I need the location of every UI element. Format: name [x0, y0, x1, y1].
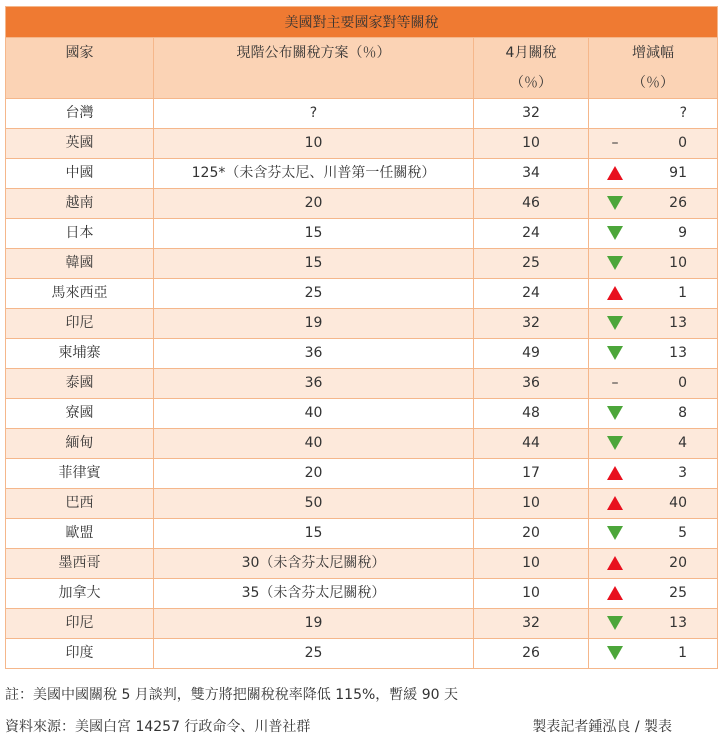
- current-tariff-cell: 40: [154, 429, 474, 459]
- header-change-unit: （％）: [632, 75, 674, 91]
- change-cell: [589, 429, 718, 459]
- change-cell: [589, 249, 718, 279]
- change-cell: [589, 609, 718, 639]
- change-cell: [589, 159, 718, 189]
- change-cell: [589, 279, 718, 309]
- country-cell: 日本: [6, 219, 154, 249]
- april-tariff-cell: 48: [474, 399, 589, 429]
- table-row: [6, 609, 718, 639]
- change-cell: [589, 369, 718, 399]
- current-tariff-cell: 30（未含芬太尼關稅）: [154, 549, 474, 579]
- tariff-table: [5, 6, 718, 669]
- change-value: 5: [678, 525, 687, 541]
- change-cell: [589, 129, 718, 159]
- table-row: [6, 249, 718, 279]
- current-tariff-cell: 15: [154, 249, 474, 279]
- decrease-triangle-icon: [607, 346, 623, 360]
- change-cell: [589, 519, 718, 549]
- current-tariff-cell: ?: [154, 99, 474, 129]
- header-country: [6, 38, 154, 99]
- change-value: 0: [678, 135, 687, 151]
- increase-triangle-icon: [607, 166, 623, 180]
- country-cell: 寮國: [6, 399, 154, 429]
- source-credit: 資料來源：美國白宮 14257 行政命令、川普社群: [5, 719, 311, 735]
- table-row: [6, 429, 718, 459]
- change-cell: [589, 339, 718, 369]
- country-cell: 菲律賓: [6, 459, 154, 489]
- april-tariff-cell: 34: [474, 159, 589, 189]
- no-change-dash: –: [611, 135, 619, 151]
- april-tariff-cell: 17: [474, 459, 589, 489]
- table-row: [6, 399, 718, 429]
- increase-triangle-icon: [607, 586, 623, 600]
- header-current: [154, 38, 474, 99]
- april-tariff-cell: 20: [474, 519, 589, 549]
- header-country-label: 國家: [65, 45, 94, 61]
- current-tariff-cell: 25: [154, 639, 474, 669]
- change-value: 13: [669, 615, 687, 631]
- increase-triangle-icon: [607, 556, 623, 570]
- tariff-table-wrapper: [5, 6, 717, 669]
- table-row: [6, 189, 718, 219]
- april-tariff-cell: 10: [474, 579, 589, 609]
- table-row: [6, 519, 718, 549]
- april-tariff-cell: 10: [474, 549, 589, 579]
- current-tariff-cell: 36: [154, 339, 474, 369]
- april-tariff-cell: 32: [474, 99, 589, 129]
- current-tariff-cell: 20: [154, 459, 474, 489]
- table-body: [6, 99, 718, 669]
- current-tariff-cell: 10: [154, 129, 474, 159]
- country-cell: 歐盟: [6, 519, 154, 549]
- table-row: [6, 489, 718, 519]
- table-row: [6, 309, 718, 339]
- decrease-triangle-icon: [607, 526, 623, 540]
- change-value: 9: [678, 225, 687, 241]
- country-cell: 印尼: [6, 309, 154, 339]
- country-cell: 巴西: [6, 489, 154, 519]
- april-tariff-cell: 32: [474, 309, 589, 339]
- april-tariff-cell: 44: [474, 429, 589, 459]
- header-april-unit: （％）: [510, 75, 552, 91]
- change-value: 8: [678, 405, 687, 421]
- change-value: 3: [678, 465, 687, 481]
- table-row: [6, 459, 718, 489]
- current-tariff-cell: 35（未含芬太尼關稅）: [154, 579, 474, 609]
- current-tariff-cell: 50: [154, 489, 474, 519]
- decrease-triangle-icon: [607, 316, 623, 330]
- april-tariff-cell: 36: [474, 369, 589, 399]
- decrease-triangle-icon: [607, 406, 623, 420]
- table-row: [6, 279, 718, 309]
- current-tariff-cell: 40: [154, 399, 474, 429]
- change-cell: [589, 459, 718, 489]
- header-current-label: 現階公布關稅方案（％）: [236, 45, 391, 61]
- table-row: [6, 549, 718, 579]
- country-cell: 中國: [6, 159, 154, 189]
- increase-triangle-icon: [607, 496, 623, 510]
- change-cell: [589, 489, 718, 519]
- table-row: [6, 129, 718, 159]
- change-cell: [589, 549, 718, 579]
- header-april-label: 4月關稅: [505, 45, 557, 61]
- country-cell: 印尼: [6, 609, 154, 639]
- decrease-triangle-icon: [607, 256, 623, 270]
- current-tariff-cell: 25: [154, 279, 474, 309]
- country-cell: 台灣: [6, 99, 154, 129]
- table-title: 美國對主要國家對等關稅: [6, 7, 718, 38]
- change-value: 10: [669, 255, 687, 271]
- change-value: 40: [669, 495, 687, 511]
- change-value: 4: [678, 435, 687, 451]
- increase-triangle-icon: [607, 466, 623, 480]
- country-cell: 柬埔寨: [6, 339, 154, 369]
- decrease-triangle-icon: [607, 616, 623, 630]
- table-row: [6, 369, 718, 399]
- country-cell: 越南: [6, 189, 154, 219]
- change-value: 1: [678, 285, 687, 301]
- header-change: [589, 38, 718, 99]
- footnote: 註：美國中國關稅 5 月談判，雙方將把關稅稅率降低 115%，暫緩 90 天: [5, 687, 458, 703]
- current-tariff-cell: 36: [154, 369, 474, 399]
- change-value: 26: [669, 195, 687, 211]
- table-row: [6, 159, 718, 189]
- current-tariff-cell: 20: [154, 189, 474, 219]
- country-cell: 泰國: [6, 369, 154, 399]
- country-cell: 墨西哥: [6, 549, 154, 579]
- current-tariff-cell: 19: [154, 309, 474, 339]
- april-tariff-cell: 49: [474, 339, 589, 369]
- change-cell: [589, 219, 718, 249]
- april-tariff-cell: 26: [474, 639, 589, 669]
- change-cell: [589, 399, 718, 429]
- change-value: 0: [678, 375, 687, 391]
- april-tariff-cell: 24: [474, 279, 589, 309]
- decrease-triangle-icon: [607, 646, 623, 660]
- april-tariff-cell: 32: [474, 609, 589, 639]
- change-value: ?: [679, 105, 687, 121]
- change-value: 91: [669, 165, 687, 181]
- change-cell: [589, 99, 718, 129]
- change-cell: [589, 639, 718, 669]
- change-cell: [589, 189, 718, 219]
- table-row: [6, 219, 718, 249]
- header-april: [474, 38, 589, 99]
- april-tariff-cell: 10: [474, 489, 589, 519]
- country-cell: 加拿大: [6, 579, 154, 609]
- change-value: 1: [678, 645, 687, 661]
- change-value: 13: [669, 345, 687, 361]
- country-cell: 馬來西亞: [6, 279, 154, 309]
- change-value: 20: [669, 555, 687, 571]
- april-tariff-cell: 10: [474, 129, 589, 159]
- increase-triangle-icon: [607, 286, 623, 300]
- decrease-triangle-icon: [607, 226, 623, 240]
- april-tariff-cell: 24: [474, 219, 589, 249]
- decrease-triangle-icon: [607, 196, 623, 210]
- country-cell: 韓國: [6, 249, 154, 279]
- table-row: [6, 639, 718, 669]
- table-row: [6, 579, 718, 609]
- current-tariff-cell: 15: [154, 219, 474, 249]
- current-tariff-cell: 15: [154, 519, 474, 549]
- decrease-triangle-icon: [607, 436, 623, 450]
- table-row: [6, 99, 718, 129]
- table-row: [6, 339, 718, 369]
- country-cell: 印度: [6, 639, 154, 669]
- change-value: 25: [669, 585, 687, 601]
- change-value: 13: [669, 315, 687, 331]
- maker-credit: 製表記者鍾泓良 / 製表: [532, 719, 672, 735]
- april-tariff-cell: 46: [474, 189, 589, 219]
- change-cell: [589, 309, 718, 339]
- current-tariff-cell: 125*（未含芬太尼、川普第一任關稅）: [154, 159, 474, 189]
- header-change-label: 增減幅: [632, 45, 674, 61]
- no-change-dash: –: [611, 375, 619, 391]
- current-tariff-cell: 19: [154, 609, 474, 639]
- change-cell: [589, 579, 718, 609]
- country-cell: 緬甸: [6, 429, 154, 459]
- country-cell: 英國: [6, 129, 154, 159]
- april-tariff-cell: 25: [474, 249, 589, 279]
